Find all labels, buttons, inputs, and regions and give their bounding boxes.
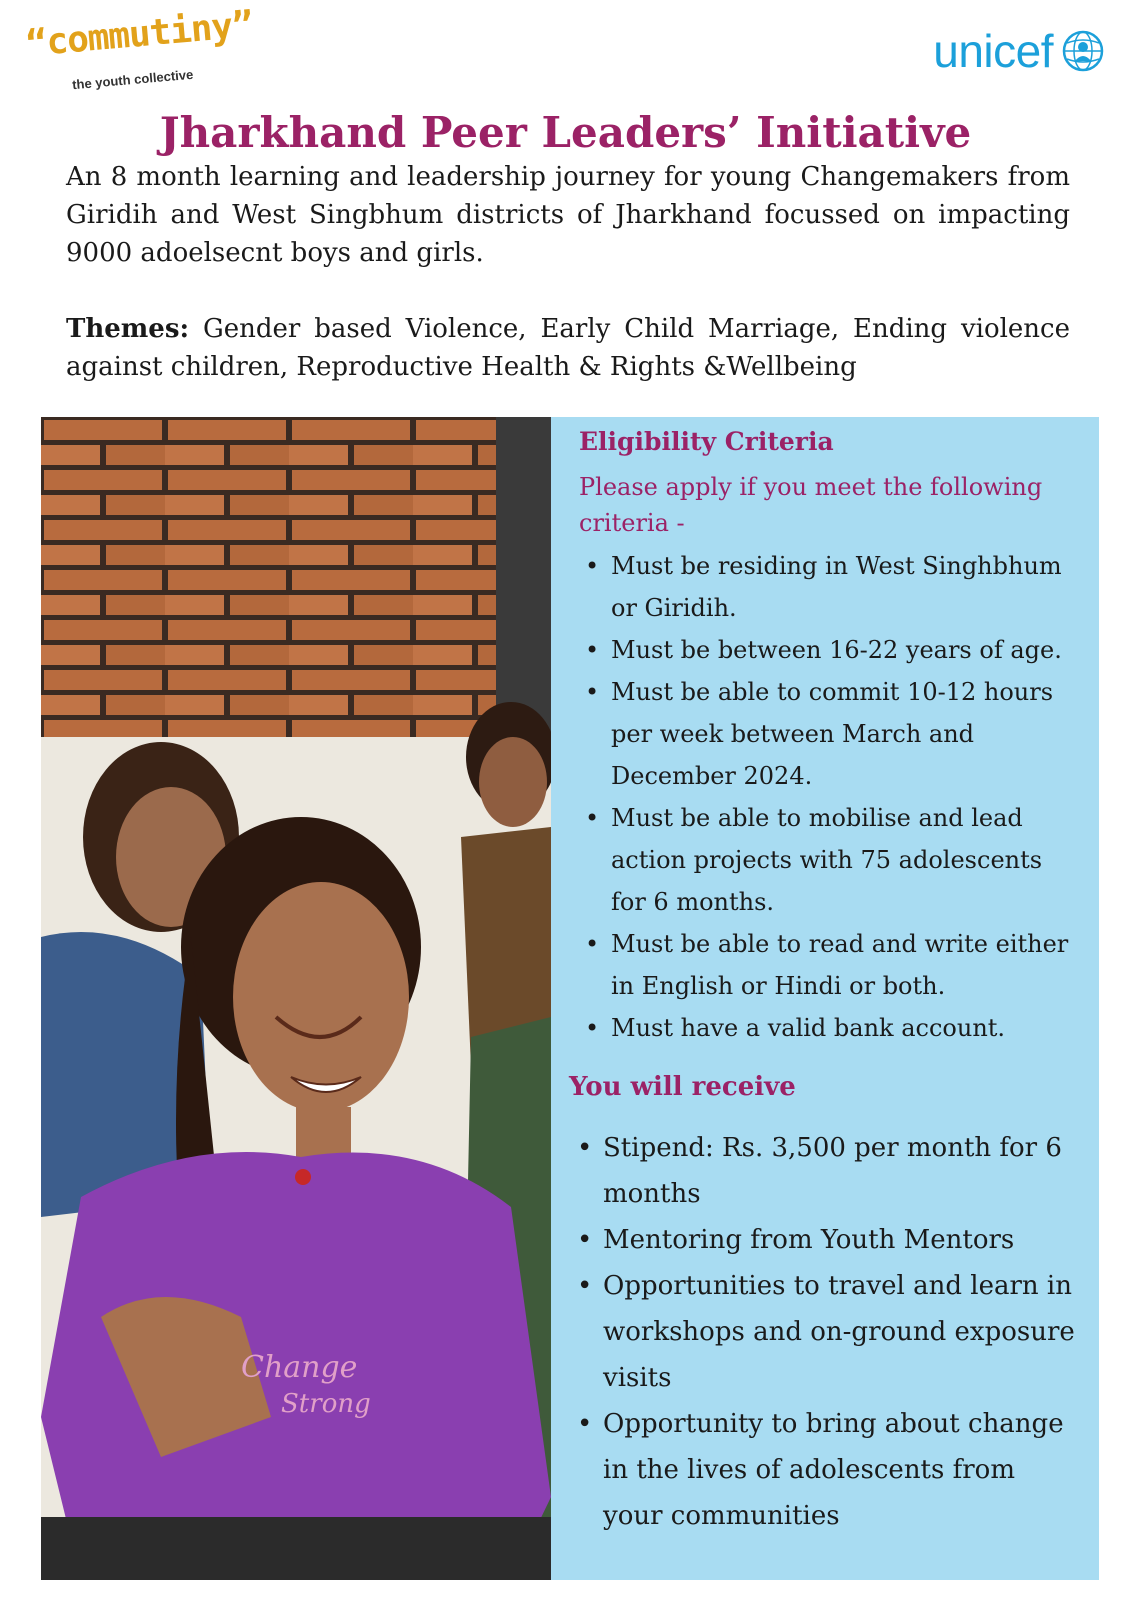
svg-text:Change: Change <box>241 1350 358 1385</box>
themes-text: Gender based Violence, Early Child Marriage, Ending violence against children, Reproductive Health & Rights &Wellbeing <box>66 314 1070 382</box>
list-item: • Mentoring from Youth Mentors <box>571 1217 1076 1263</box>
list-item: • Stipend: Rs. 3,500 per month for 6 months <box>571 1125 1076 1217</box>
list-item: • Must be able to mobilise and lead action projects with 75 adolescents for 6 months. <box>579 797 1074 923</box>
eligibility-subheading: Please apply if you meet the following criteria - <box>579 473 1043 537</box>
svg-text:Strong: Strong <box>281 1389 371 1419</box>
commutiny-logo: “commutiny” the youth collective <box>24 4 255 93</box>
unicef-logo-text: unicef <box>933 25 1053 77</box>
list-item: • Opportunity to bring about change in the lives of adolescents from your communities <box>571 1401 1076 1539</box>
commutiny-tagline: the youth collective <box>71 66 194 93</box>
unicef-logo <box>933 26 1105 76</box>
eligibility-list <box>579 545 1074 1049</box>
commutiny-logo-text: commutiny <box>44 6 234 64</box>
list-item: • Must be residing in West Singhbhum or Giridih. <box>579 545 1074 629</box>
list-item: • Opportunities to travel and learn in workshops and on-ground exposure visits <box>571 1263 1076 1401</box>
list-item: • Must be able to read and write either in English or Hindi or both. <box>579 923 1074 1007</box>
photo-illustration <box>41 417 551 1580</box>
list-item: • Must be able to commit 10-12 hours per week between March and December 2024. <box>579 671 1074 797</box>
intro-paragraph: An 8 month learning and leadership journey for young Changemakers from Giridih and West Singbhum districts of Jharkhand focussed on impacting 9000 adoelsecnt boys and girls. <box>66 162 1070 268</box>
themes-label: Themes: <box>66 314 190 344</box>
list-item: • Must be between 16-22 years of age. <box>579 629 1074 671</box>
hero-photo <box>41 417 551 1580</box>
unicef-emblem-icon <box>1061 29 1105 73</box>
page-title: Jharkhand Peer Leaders’ Initiative <box>159 108 972 157</box>
themes-paragraph <box>66 310 1070 386</box>
receive-list <box>571 1125 1076 1539</box>
info-panel <box>551 417 1099 1580</box>
receive-heading: You will receive <box>569 1072 796 1102</box>
list-item: • Must have a valid bank account. <box>579 1007 1074 1049</box>
eligibility-heading: Eligibility Criteria <box>579 427 834 456</box>
